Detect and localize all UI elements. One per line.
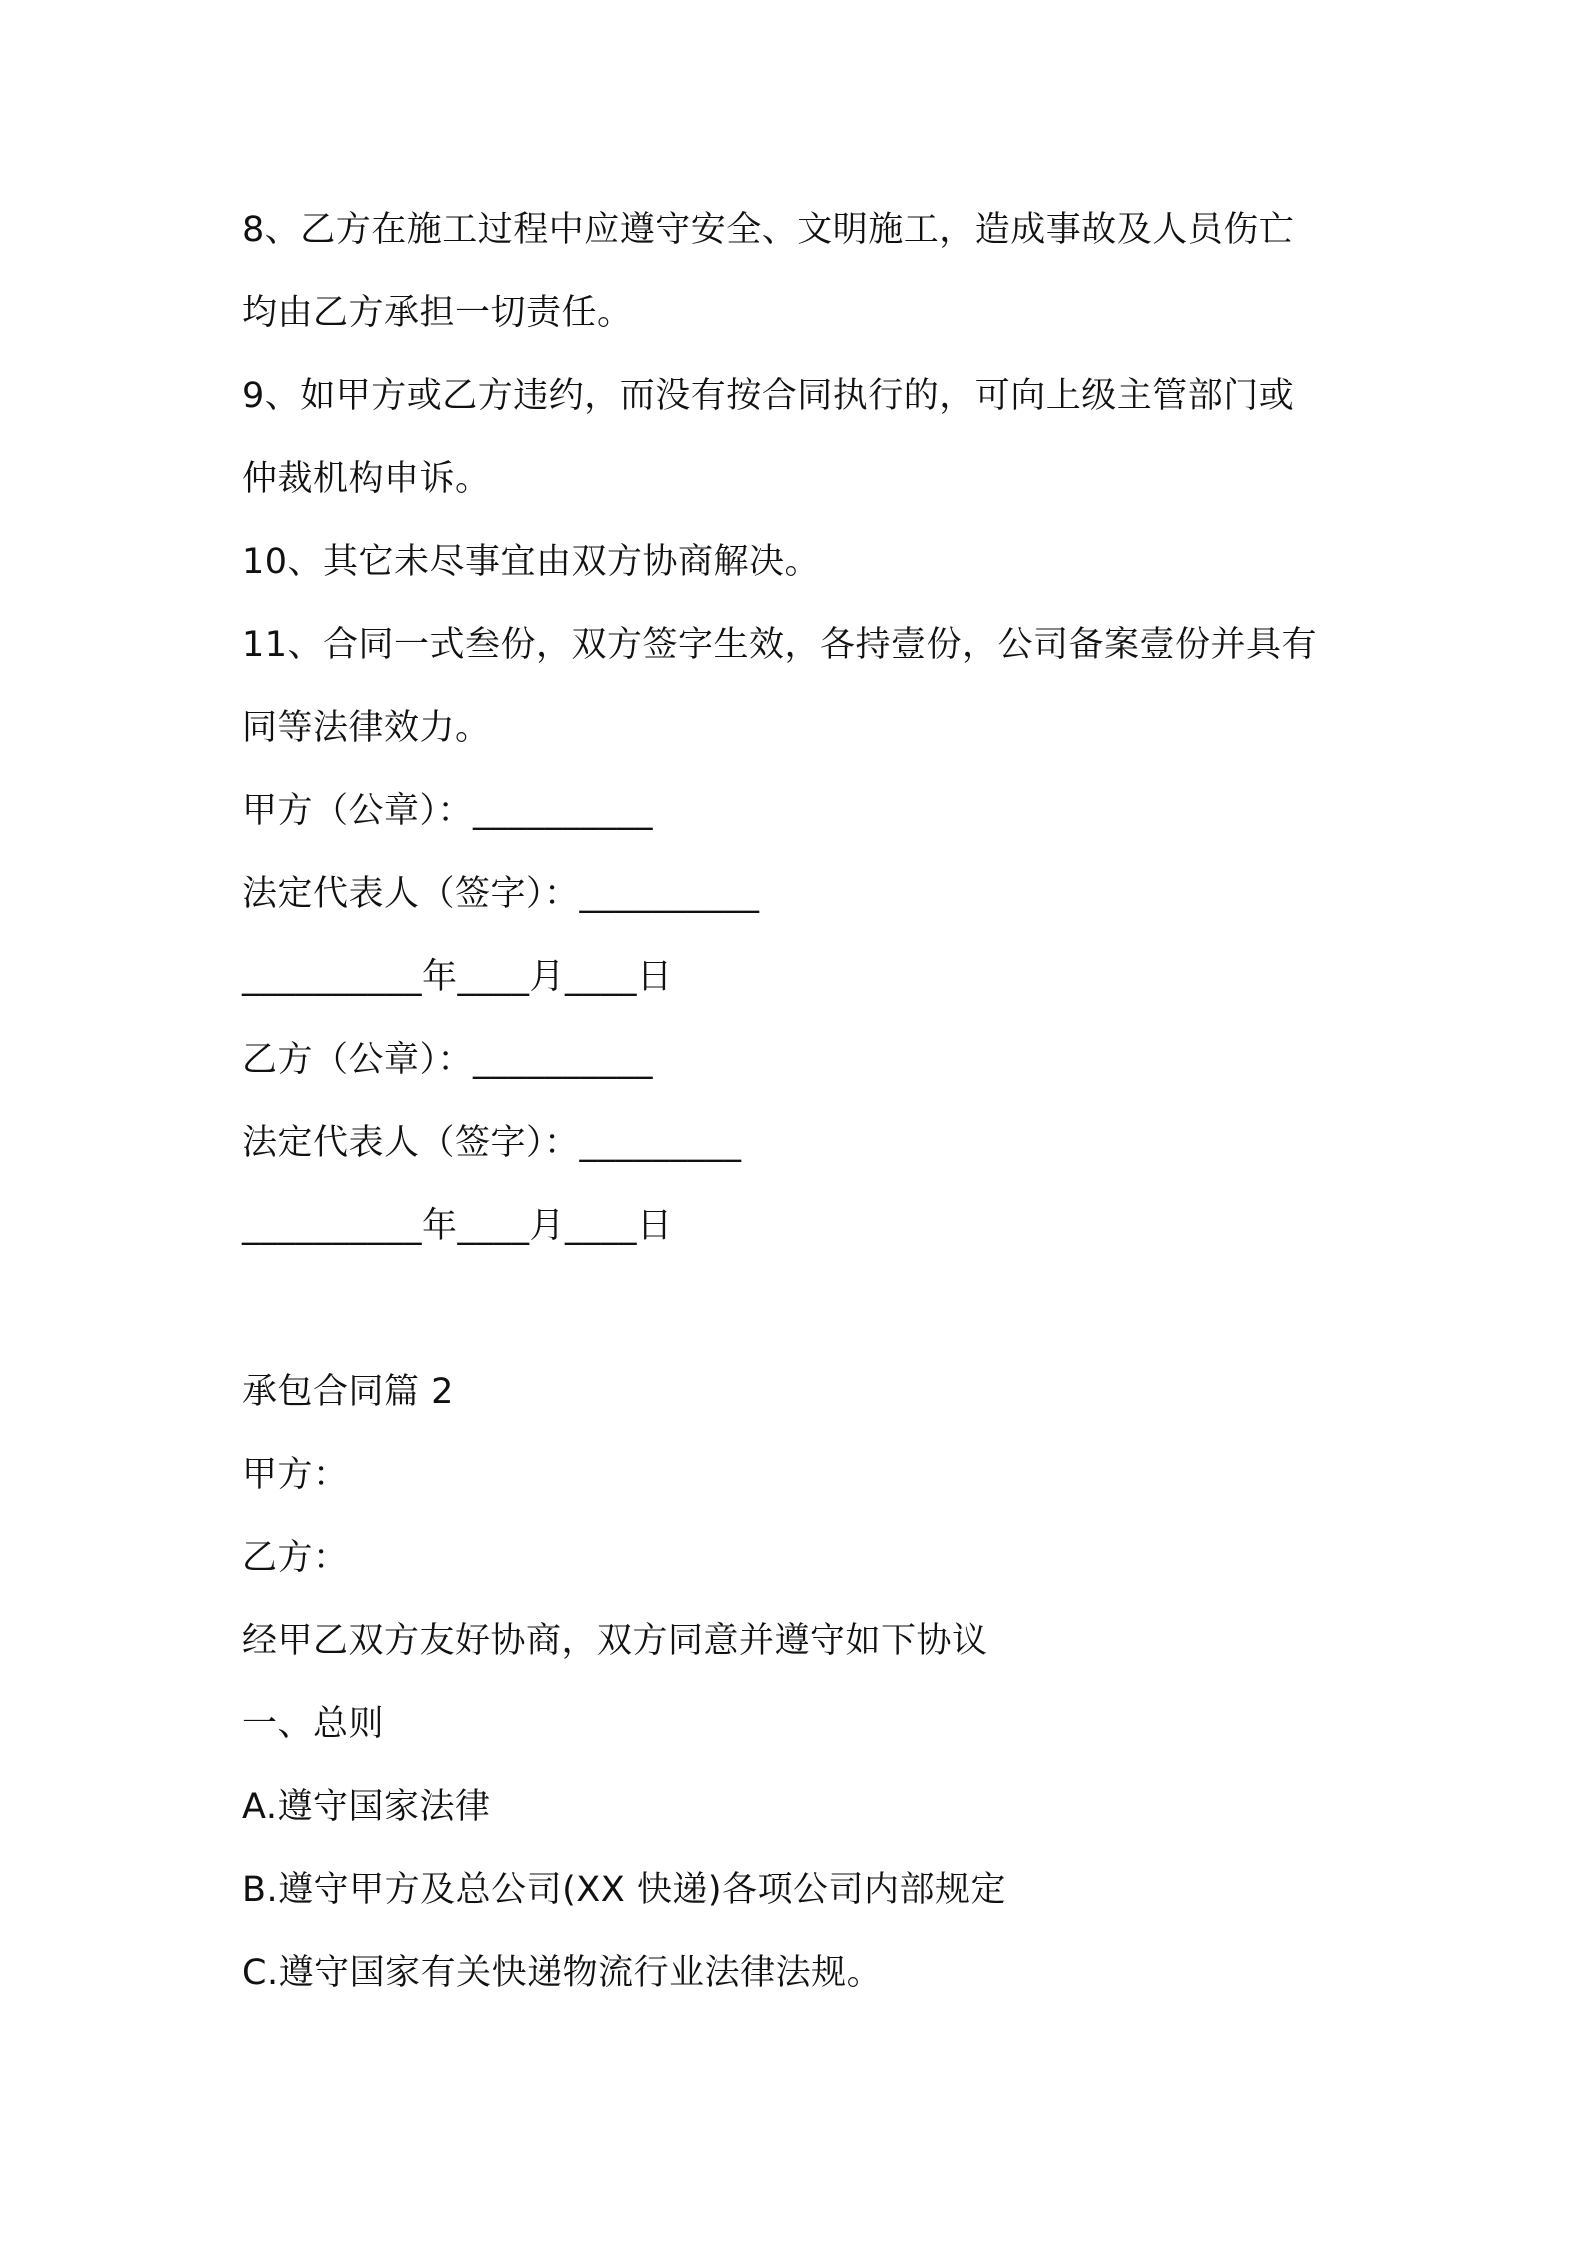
section-2-title: 承包合同篇 2 (242, 1372, 454, 1412)
clause-9-line-1: 9、如甲方或乙方违约，而没有按合同执行的，可向上级主管部门或 (242, 376, 1295, 416)
party-a-date-line: __________年____月____日 (242, 957, 673, 997)
section-2-party-a: 甲方： (242, 1455, 349, 1495)
section-2-general-heading: 一、总则 (242, 1704, 385, 1744)
clause-11-line-2: 同等法律效力。 (242, 708, 491, 748)
general-item-b: B.遵守甲方及总公司(XX 快递)各项公司内部规定 (242, 1870, 1007, 1910)
clause-10: 10、其它未尽事宜由双方协商解决。 (242, 542, 821, 582)
party-b-seal-line: 乙方（公章）：__________ (242, 1040, 654, 1080)
general-item-a: A.遵守国家法律 (242, 1787, 491, 1827)
party-b-representative-line: 法定代表人（签字）：_________ (242, 1123, 742, 1163)
general-item-c: C.遵守国家有关快递物流行业法律法规。 (242, 1953, 883, 1993)
clause-11-line-1: 11、合同一式叁份，双方签字生效，各持壹份，公司备案壹份并具有 (242, 625, 1318, 665)
clause-8-line-2: 均由乙方承担一切责任。 (242, 293, 633, 333)
party-a-representative-line: 法定代表人（签字）：__________ (242, 874, 760, 914)
section-2-party-b: 乙方： (242, 1538, 349, 1578)
clause-9-line-2: 仲裁机构申诉。 (242, 459, 491, 499)
party-a-seal-line: 甲方（公章）：__________ (242, 791, 654, 831)
section-2-intro: 经甲乙双方友好协商，双方同意并遵守如下协议 (242, 1621, 988, 1661)
party-b-date-line: __________年____月____日 (242, 1206, 673, 1246)
clause-8-line-1: 8、乙方在施工过程中应遵守安全、文明施工，造成事故及人员伤亡 (242, 210, 1295, 250)
